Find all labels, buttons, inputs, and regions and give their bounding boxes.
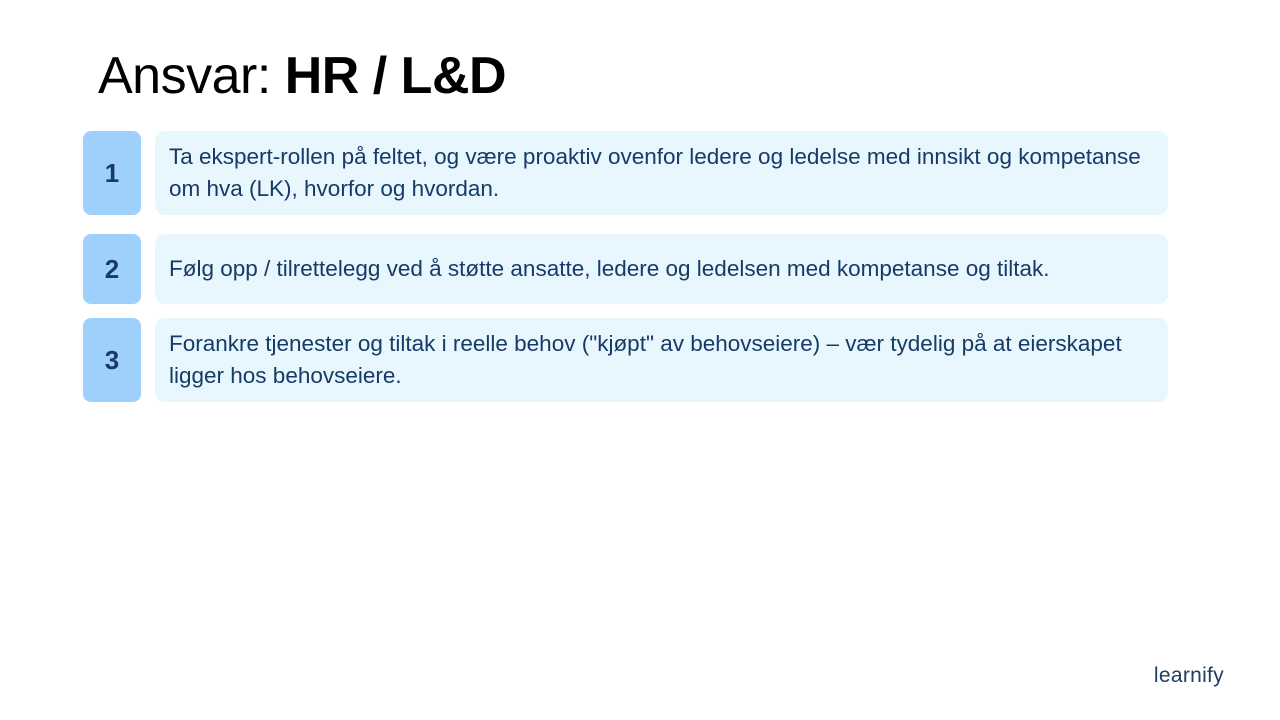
item-number-badge: 3 xyxy=(83,318,141,402)
learnify-logo: learnify xyxy=(1153,664,1224,687)
item-text: Følg opp / tilrettelegg ved å støtte ansatte, ledere og ledelsen med kompetanse og tiltak. xyxy=(169,256,1050,281)
slide-title xyxy=(98,40,506,112)
item-text: Forankre tjenester og tiltak i reelle behov ("kjøpt" av behovseiere) – vær tydelig på at eierskapet ligger hos behovseiere. xyxy=(169,331,1122,388)
item-text-box xyxy=(155,131,1168,215)
item-number-badge: 2 xyxy=(83,234,141,304)
item-text-box xyxy=(155,234,1168,304)
item-text: Ta ekspert-rollen på feltet, og være proaktiv ovenfor ledere og ledelse med innsikt og kompetanse om hva (LK), hvorfor og hvordan. xyxy=(169,144,1141,201)
list-item xyxy=(83,318,1168,402)
slide-title-prefix: Ansvar: xyxy=(98,47,285,105)
list-item xyxy=(83,234,1168,304)
slide-title-bold: HR / L&D xyxy=(284,47,507,105)
item-number-badge: 1 xyxy=(83,131,141,215)
list-item xyxy=(83,131,1168,215)
item-text-box xyxy=(155,318,1168,402)
